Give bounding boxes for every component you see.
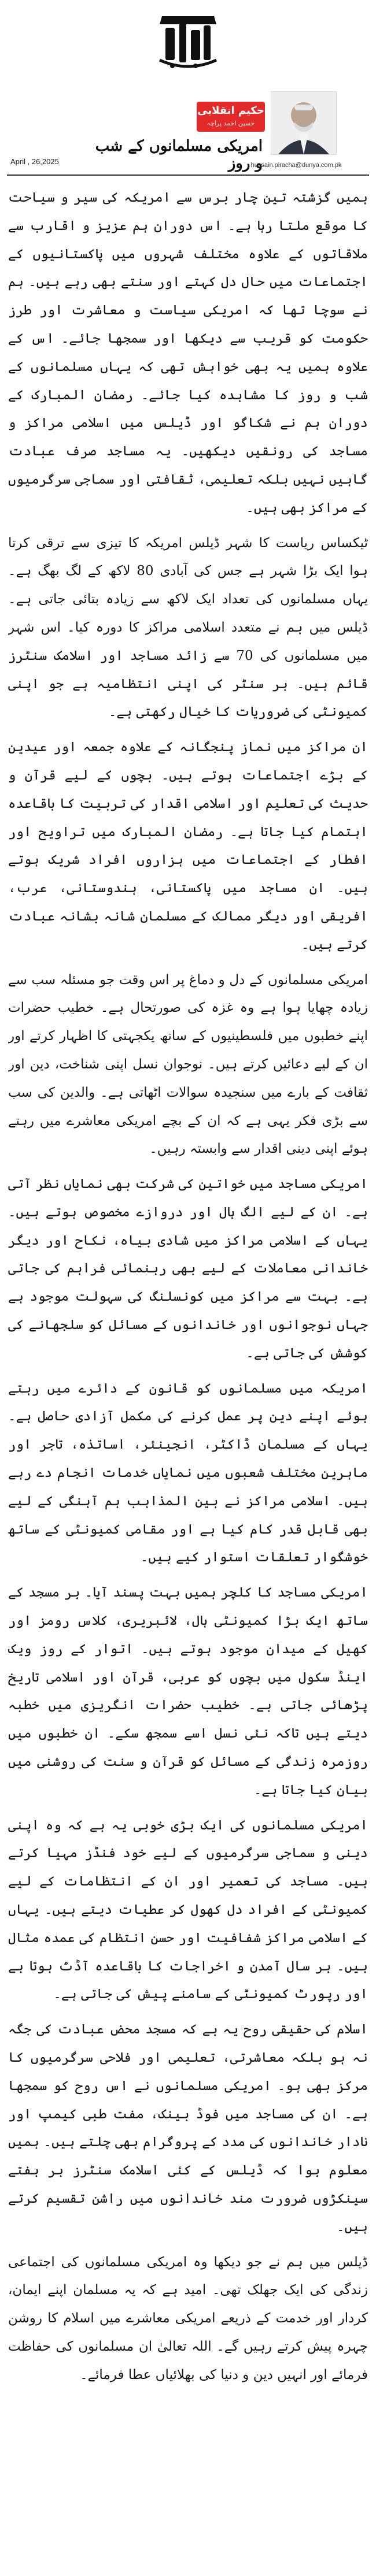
- article-paragraph: [8, 1170, 368, 1368]
- paragraph-text: امریکی مسلمانوں کی ایک بڑی خوبی یہ ہے کہ وہ اپنی دینی و سماجی سرگرمیوں کے لیے خود فنڈز مہیا کرتے ہیں۔ مساجد کی تعمیر اور ان کے انتظامات کے لیے کمیونٹی کے افراد دل کھول کر عطیات دیتے ہیں۔ یہاں کے اسلامی مراکز شفافیت اور حسن انتظام کی عمدہ مثال ہیں۔ ہر سال آمدن و اخراجات کا باقاعدہ آڈٹ ہوتا ہے اور رپورٹ کمیونٹی کے سامنے پیش کی جاتی ہے۔: [8, 1817, 368, 2002]
- publish-date: April , 26,2025: [10, 157, 59, 166]
- dunya-logo-mark: [152, 5, 224, 72]
- author-portrait: [271, 91, 337, 155]
- paragraph-text: ہمیں گزشتہ تین چار برس سے امریکہ کی سیر و سیاحت کا موقع ملتا رہا ہے۔ اس دوران ہم عزیز و اقارب سے ملاقاتوں کے علاوہ مختلف شہروں میں پاکستانیوں کے اجتماعات میں حال دل کہتے اور سنتے بھی رہے ہیں۔ ہم نے سوچا تھا کہ امریکی سیاست و معاشرت اور طرز حکومت کو قریب سے دیکھا اور سمجھا جائے۔ اس کے علاوہ ہمیں یہ بھی خواہش تھی کہ یہاں مسلمانوں کے شب و روز کا مشاہدہ کیا جائے۔ رمضان المبارک کے دوران ہم نے شکاگو اور ڈیلس میں اسلامی مراکز و مساجد کی رونقیں دیکھیں۔ یہ مساجد صرف عبادت گاہیں نہیں بلکہ تعلیمی، ثقافتی اور سماجی سرگرمیوں کے مراکز بھی ہیں۔: [8, 190, 368, 515]
- paragraph-text: امریکہ میں مسلمانوں کو قانون کے دائرے میں رہتے ہوئے اپنے دین پر عمل کرنے کی مکمل آزادی حاصل ہے۔ یہاں کے مسلمان ڈاکٹر، انجینئر، اساتذہ، تاجر اور ماہرین مختلف شعبوں میں نمایاں خدمات انجام دے رہے ہیں۔ اسلامی مراکز نے بین المذاہب ہم آہنگی کے لیے بھی قابل قدر کام کیا ہے اور مقامی کمیونٹی کے ساتھ خوشگوار تعلقات استوار کیے ہیں۔: [8, 1380, 368, 1565]
- dunya-logo: [152, 5, 224, 72]
- paragraph-text: اسلام کی حقیقی روح یہ ہے کہ مسجد محض عبادت کی جگہ نہ ہو بلکہ معاشرتی، تعلیمی اور فلاحی سرگرمیوں کا مرکز بھی ہو۔ امریکی مسلمانوں نے اس روح کو سمجھا ہے۔ ان کی مساجد میں فوڈ بینک، مفت طبی کیمپ اور نادار خاندانوں کی مدد کے پروگرام بھی چلتے ہیں۔ ہمیں معلوم ہوا کہ ڈیلس کے کئی اسلامک سنٹرز ہر ہفتے سینکڑوں ضرورت مند خاندانوں میں راشن تقسیم کرتے ہیں۔: [8, 2022, 368, 2234]
- column-title: امریکی مسلمانوں کے شب و روز: [95, 138, 263, 172]
- paragraph-text: ڈیلس میں ہم نے جو دیکھا وہ امریکی مسلمانوں کی اجتماعی زندگی کی ایک جھلک تھی۔ امید ہے کہ یہ مسلمان اپنے ایمان، کردار اور خدمت کے ذریعے امریکی معاشرے میں اسلام کا روشن چہرہ پیش کرتے رہیں گے۔ اللہ تعالیٰ ان مسلمانوں کی حفاظت فرمائے اور انہیں دین و دنیا کی بھلائیاں عطا فرمائے۔: [8, 2254, 368, 2382]
- author-email: hussain.piracha@dunya.com.pk: [250, 162, 342, 169]
- article-paragraph: [8, 966, 368, 1164]
- article-paragraph: [8, 2248, 368, 2389]
- header-divider: [7, 175, 369, 176]
- writer-name-tag: [197, 102, 265, 132]
- paragraph-text: ان مراکز میں نماز پنجگانہ کے علاوہ جمعہ اور عیدین کے بڑے اجتماعات ہوتے ہیں۔ بچوں کے لیے قرآن و حدیث کی تعلیم اور اسلامی اقدار کی تربیت کا باقاعدہ اہتمام کیا جاتا ہے۔ رمضان المبارک میں تراویح اور افطار کے اجتماعات میں ہزاروں افراد شریک ہوتے ہیں۔ ان مساجد میں پاکستانی، ہندوستانی، عرب، افریقی اور دیگر ممالک کے مسلمان شانہ بشانہ عبادت کرتے ہیں۔: [8, 740, 368, 952]
- article-paragraph: [8, 1812, 368, 2009]
- article-paragraph: [8, 529, 368, 727]
- paragraph-text: امریکی مساجد کا کلچر ہمیں بہت پسند آیا۔ ہر مسجد کے ساتھ ایک بڑا کمیونٹی ہال، لائبریری، کلاس رومز اور کھیل کے میدان موجود ہوتے ہیں۔ اتوار کے روز ویک اینڈ سکول میں بچوں کو عربی، قرآن اور اسلامی تاریخ پڑھائی جاتی ہے۔ خطیب حضرات انگریزی میں خطبہ دیتے ہیں تاکہ نئی نسل اسے سمجھ سکے۔ ان خطبوں میں روزمرہ زندگی کے مسائل کو قرآن و سنت کی روشنی میں بیان کیا جاتا ہے۔: [8, 1585, 368, 1798]
- writer-subtitle: حسین احمد پراچہ: [207, 120, 255, 127]
- portrait-image-icon: [271, 92, 336, 154]
- paragraph-text: امریکی مسلمانوں کے دل و دماغ پر اس وقت جو مسئلہ سب سے زیادہ چھایا ہوا ہے وہ غزہ کی صورتحال ہے۔ خطیب حضرات اپنے خطبوں میں فلسطینیوں کے ساتھ یکجہتی کا اظہار کرتے اور ان کے لیے دعائیں کرتے ہیں۔ نوجوان نسل اپنی شناخت، دین اور ثقافت کے بارے میں سنجیدہ سوالات اٹھاتی ہے۔ والدین کی سب سے بڑی فکر یہی ہے کہ ان کے بچے امریکی معاشرے میں رہتے ہوئے اپنی دینی اقدار سے وابستہ رہیں۔: [8, 972, 368, 1157]
- article-paragraph: [8, 2015, 368, 2241]
- paragraph-text: امریکی مساجد میں خواتین کی شرکت بھی نمایاں نظر آتی ہے۔ ان کے لیے الگ ہال اور دروازے مخصوص ہوتے ہیں۔ یہاں کے اسلامی مراکز میں شادی بیاہ، نکاح اور دیگر خاندانی معاملات کے لیے بھی رہنمائی فراہم کی جاتی ہے۔ بہت سے مراکز میں کونسلنگ کی سہولت موجود ہے جہاں نوجوانوں اور خاندانوں کے مسائل کو سلجھانے کی کوشش کی جاتی ہے۔: [8, 1176, 368, 1361]
- article-paragraph: [8, 733, 368, 959]
- article-paragraph: [8, 184, 368, 522]
- article-paragraph: [8, 1375, 368, 1572]
- writer-name: حکیم انقلابی: [197, 105, 264, 117]
- article-body: [8, 184, 368, 2564]
- paragraph-text: ٹیکساس ریاست کا شہر ڈیلس امریکہ کا تیزی سے ترقی کرتا ہوا ایک بڑا شہر ہے جس کی آبادی 80 لاکھ کے لگ بھگ ہے۔ یہاں مسلمانوں کی تعداد ایک لاکھ سے زیادہ بتائی جاتی ہے۔ ڈیلس میں ہم نے متعدد اسلامی مراکز کا دورہ کیا۔ اس شہر میں مسلمانوں کی 70 سے زائد مساجد اور اسلامک سنٹرز قائم ہیں۔ ہر سنٹر کی اپنی انتظامیہ ہے جو اپنی کمیونٹی کی ضروریات کا خیال رکھتی ہے۔: [8, 535, 368, 720]
- masthead: [0, 0, 376, 87]
- article-paragraph: [8, 1579, 368, 1804]
